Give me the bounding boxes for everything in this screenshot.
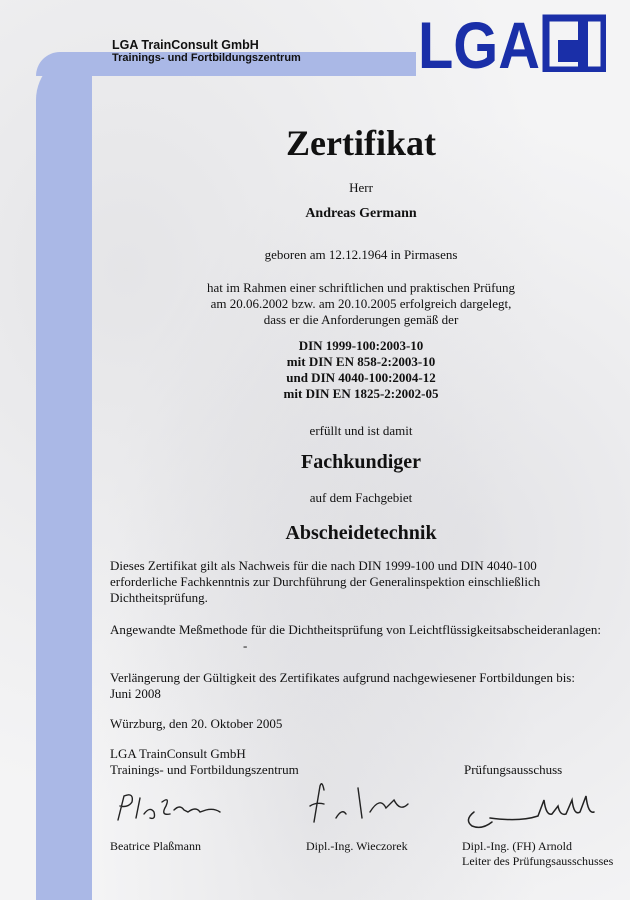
extension-line: Juni 2008 <box>110 686 161 701</box>
validity-line: Dichtheitsprüfung. <box>110 590 208 605</box>
decorative-band-vertical <box>36 52 92 900</box>
signature-wieczorek <box>300 778 420 828</box>
place-date: Würzburg, den 20. Oktober 2005 <box>110 716 283 731</box>
footer-org-name: LGA TrainConsult GmbH <box>110 746 246 761</box>
validity-line: erforderliche Fachkenntnis zur Durchführung der Generalinspektion einschließlich <box>110 574 541 589</box>
recipient-name: Andreas Germann <box>305 206 417 221</box>
method-label: Angewandte Meßmethode für die Dichtheitsprüfung von Leichtflüssigkeitsabscheideranlagen: <box>110 622 601 637</box>
signer-role: Leiter des Prüfungsausschusses <box>462 854 614 868</box>
signer-name: Dipl.-Ing. Wieczorek <box>306 839 408 853</box>
org-header-name: LGA TrainConsult GmbH <box>112 38 259 52</box>
exam-text <box>92 280 630 328</box>
standard-item: mit DIN EN 858-2:2003-10 <box>286 354 436 369</box>
org-header <box>112 38 301 65</box>
svg-text:LGA: LGA <box>418 14 540 72</box>
method-value: - <box>243 638 248 653</box>
field-name: Abscheidetechnik <box>285 522 437 544</box>
certificate-title: Zertifikat <box>286 123 436 163</box>
exam-line: dass er die Anforderungen gemäß der <box>263 312 459 327</box>
standard-item: mit DIN EN 1825-2:2002-05 <box>283 386 439 401</box>
salutation: Herr <box>349 180 373 195</box>
signer-block <box>462 839 613 869</box>
signature-plassmann <box>110 788 230 828</box>
standard-item: und DIN 4040-100:2004-12 <box>286 370 436 385</box>
committee-label: Prüfungsausschuss <box>464 762 563 777</box>
fulfilled-text: erfüllt und ist damit <box>309 423 413 438</box>
lga-logo <box>418 14 606 72</box>
signature-arnold <box>460 786 610 830</box>
standards-list <box>92 338 630 402</box>
birth-info: geboren am 12.12.1964 in Pirmasens <box>264 247 458 262</box>
exam-line: am 20.06.2002 bzw. am 20.10.2005 erfolgreich dargelegt, <box>210 296 512 311</box>
extension-line: Verlängerung der Gültigkeit des Zertifikates aufgrund nachgewiesener Fortbildungen bis: <box>110 670 575 685</box>
validity-text <box>110 558 610 606</box>
signer-name: Dipl.-Ing. (FH) Arnold <box>462 839 572 853</box>
exam-line: hat im Rahmen einer schriftlichen und praktischen Prüfung <box>207 280 515 295</box>
signer-name: Beatrice Plaßmann <box>110 839 201 853</box>
footer-org-subtitle: Trainings- und Fortbildungszentrum <box>110 762 299 777</box>
validity-line: Dieses Zertifikat gilt als Nachweis für die nach DIN 1999-100 und DIN 4040-100 <box>110 558 537 573</box>
standard-item: DIN 1999-100:2003-10 <box>298 338 424 353</box>
extension-text <box>110 670 610 702</box>
org-header-subtitle: Trainings- und Fortbildungszentrum <box>112 52 301 64</box>
qualification-role: Fachkundiger <box>300 451 422 473</box>
field-intro: auf dem Fachgebiet <box>309 490 413 505</box>
